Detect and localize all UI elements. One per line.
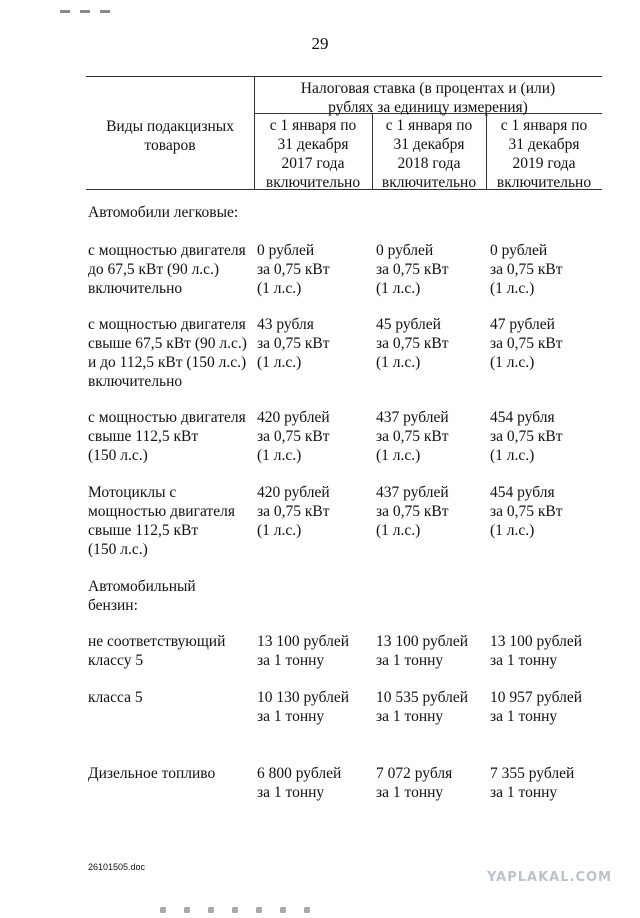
row-label-gasoline: Автомобильный бензин: xyxy=(88,578,196,614)
rate-2018: 10 535 рублей за 1 тонну xyxy=(376,689,469,725)
rate-2019: 10 957 рублей за 1 тонну xyxy=(490,689,583,725)
row-label-diesel: Дизельное топливо xyxy=(88,765,216,782)
page-number: 29 xyxy=(311,34,329,53)
rate-2018: 437 рублей за 0,75 кВт (1 л.с.) xyxy=(376,409,449,464)
scan-marks-top xyxy=(60,0,160,4)
rate-2017: 10 130 рублей за 1 тонну xyxy=(257,689,350,725)
document-id: 26101505.doc xyxy=(88,862,146,872)
rate-2019: 454 рубля за 0,75 кВт (1 л.с.) xyxy=(490,409,563,464)
row-label-motorcycles: Мотоциклы с мощностью двигателя свыше 112,5 кВт (150 л.с.) xyxy=(88,484,235,558)
rate-2018: 0 рублей за 0,75 кВт (1 л.с.) xyxy=(376,242,449,297)
rate-2019: 454 рубля за 0,75 кВт (1 л.с.) xyxy=(490,484,563,539)
header-period-2019: с 1 января по 31 декабря 2019 года включительно xyxy=(496,117,592,191)
scan-marks-bottom xyxy=(160,900,360,906)
rate-2019: 7 355 рублей за 1 тонну xyxy=(490,765,575,801)
rate-2019: 47 рублей за 0,75 кВт (1 л.с.) xyxy=(490,316,563,371)
row-label-power-over-112: с мощностью двигателя свыше 112,5 кВт (150 л.с.) xyxy=(88,409,246,464)
rate-2017: 13 100 рублей за 1 тонну xyxy=(257,633,350,669)
rate-2017: 0 рублей за 0,75 кВт (1 л.с.) xyxy=(257,242,330,297)
rate-2019: 0 рублей за 0,75 кВт (1 л.с.) xyxy=(490,242,563,297)
site-watermark: YAPLAKAL.COM xyxy=(487,870,612,885)
header-period-2018: с 1 января по 31 декабря 2018 года включительно xyxy=(381,117,477,191)
header-tax-rate-group: Налоговая ставка (в процентах и (или) рублях за единицу измерения) xyxy=(300,80,556,116)
rate-2017: 420 рублей за 0,75 кВт (1 л.с.) xyxy=(257,409,330,464)
row-label-power-67-112: с мощностью двигателя свыше 67,5 кВт (90 л.с.) и до 112,5 кВт (150 л.с.) включительно xyxy=(88,316,247,390)
row-label-class-5: класса 5 xyxy=(88,689,143,706)
header-period-2017: с 1 января по 31 декабря 2017 года включительно xyxy=(265,117,361,191)
rate-2018: 13 100 рублей за 1 тонну xyxy=(376,633,469,669)
rate-2018: 7 072 рубля за 1 тонну xyxy=(376,765,453,801)
header-top-rule xyxy=(86,76,602,77)
rate-2017: 43 рубля за 0,75 кВт (1 л.с.) xyxy=(257,316,330,371)
row-label-not-class-5: не соответствующий классу 5 xyxy=(88,633,226,669)
header-product-types: Виды подакцизных товаров xyxy=(106,118,234,154)
row-label-power-upto-67: с мощностью двигателя до 67,5 кВт (90 л.с.) включительно xyxy=(88,242,246,297)
rate-2018: 437 рублей за 0,75 кВт (1 л.с.) xyxy=(376,484,449,539)
row-label-cars: Автомобили легковые: xyxy=(88,204,239,221)
rate-2019: 13 100 рублей за 1 тонну xyxy=(490,633,583,669)
rate-2018: 45 рублей за 0,75 кВт (1 л.с.) xyxy=(376,316,449,371)
rate-2017: 6 800 рублей за 1 тонну xyxy=(257,765,342,801)
rate-2017: 420 рублей за 0,75 кВт (1 л.с.) xyxy=(257,484,330,539)
